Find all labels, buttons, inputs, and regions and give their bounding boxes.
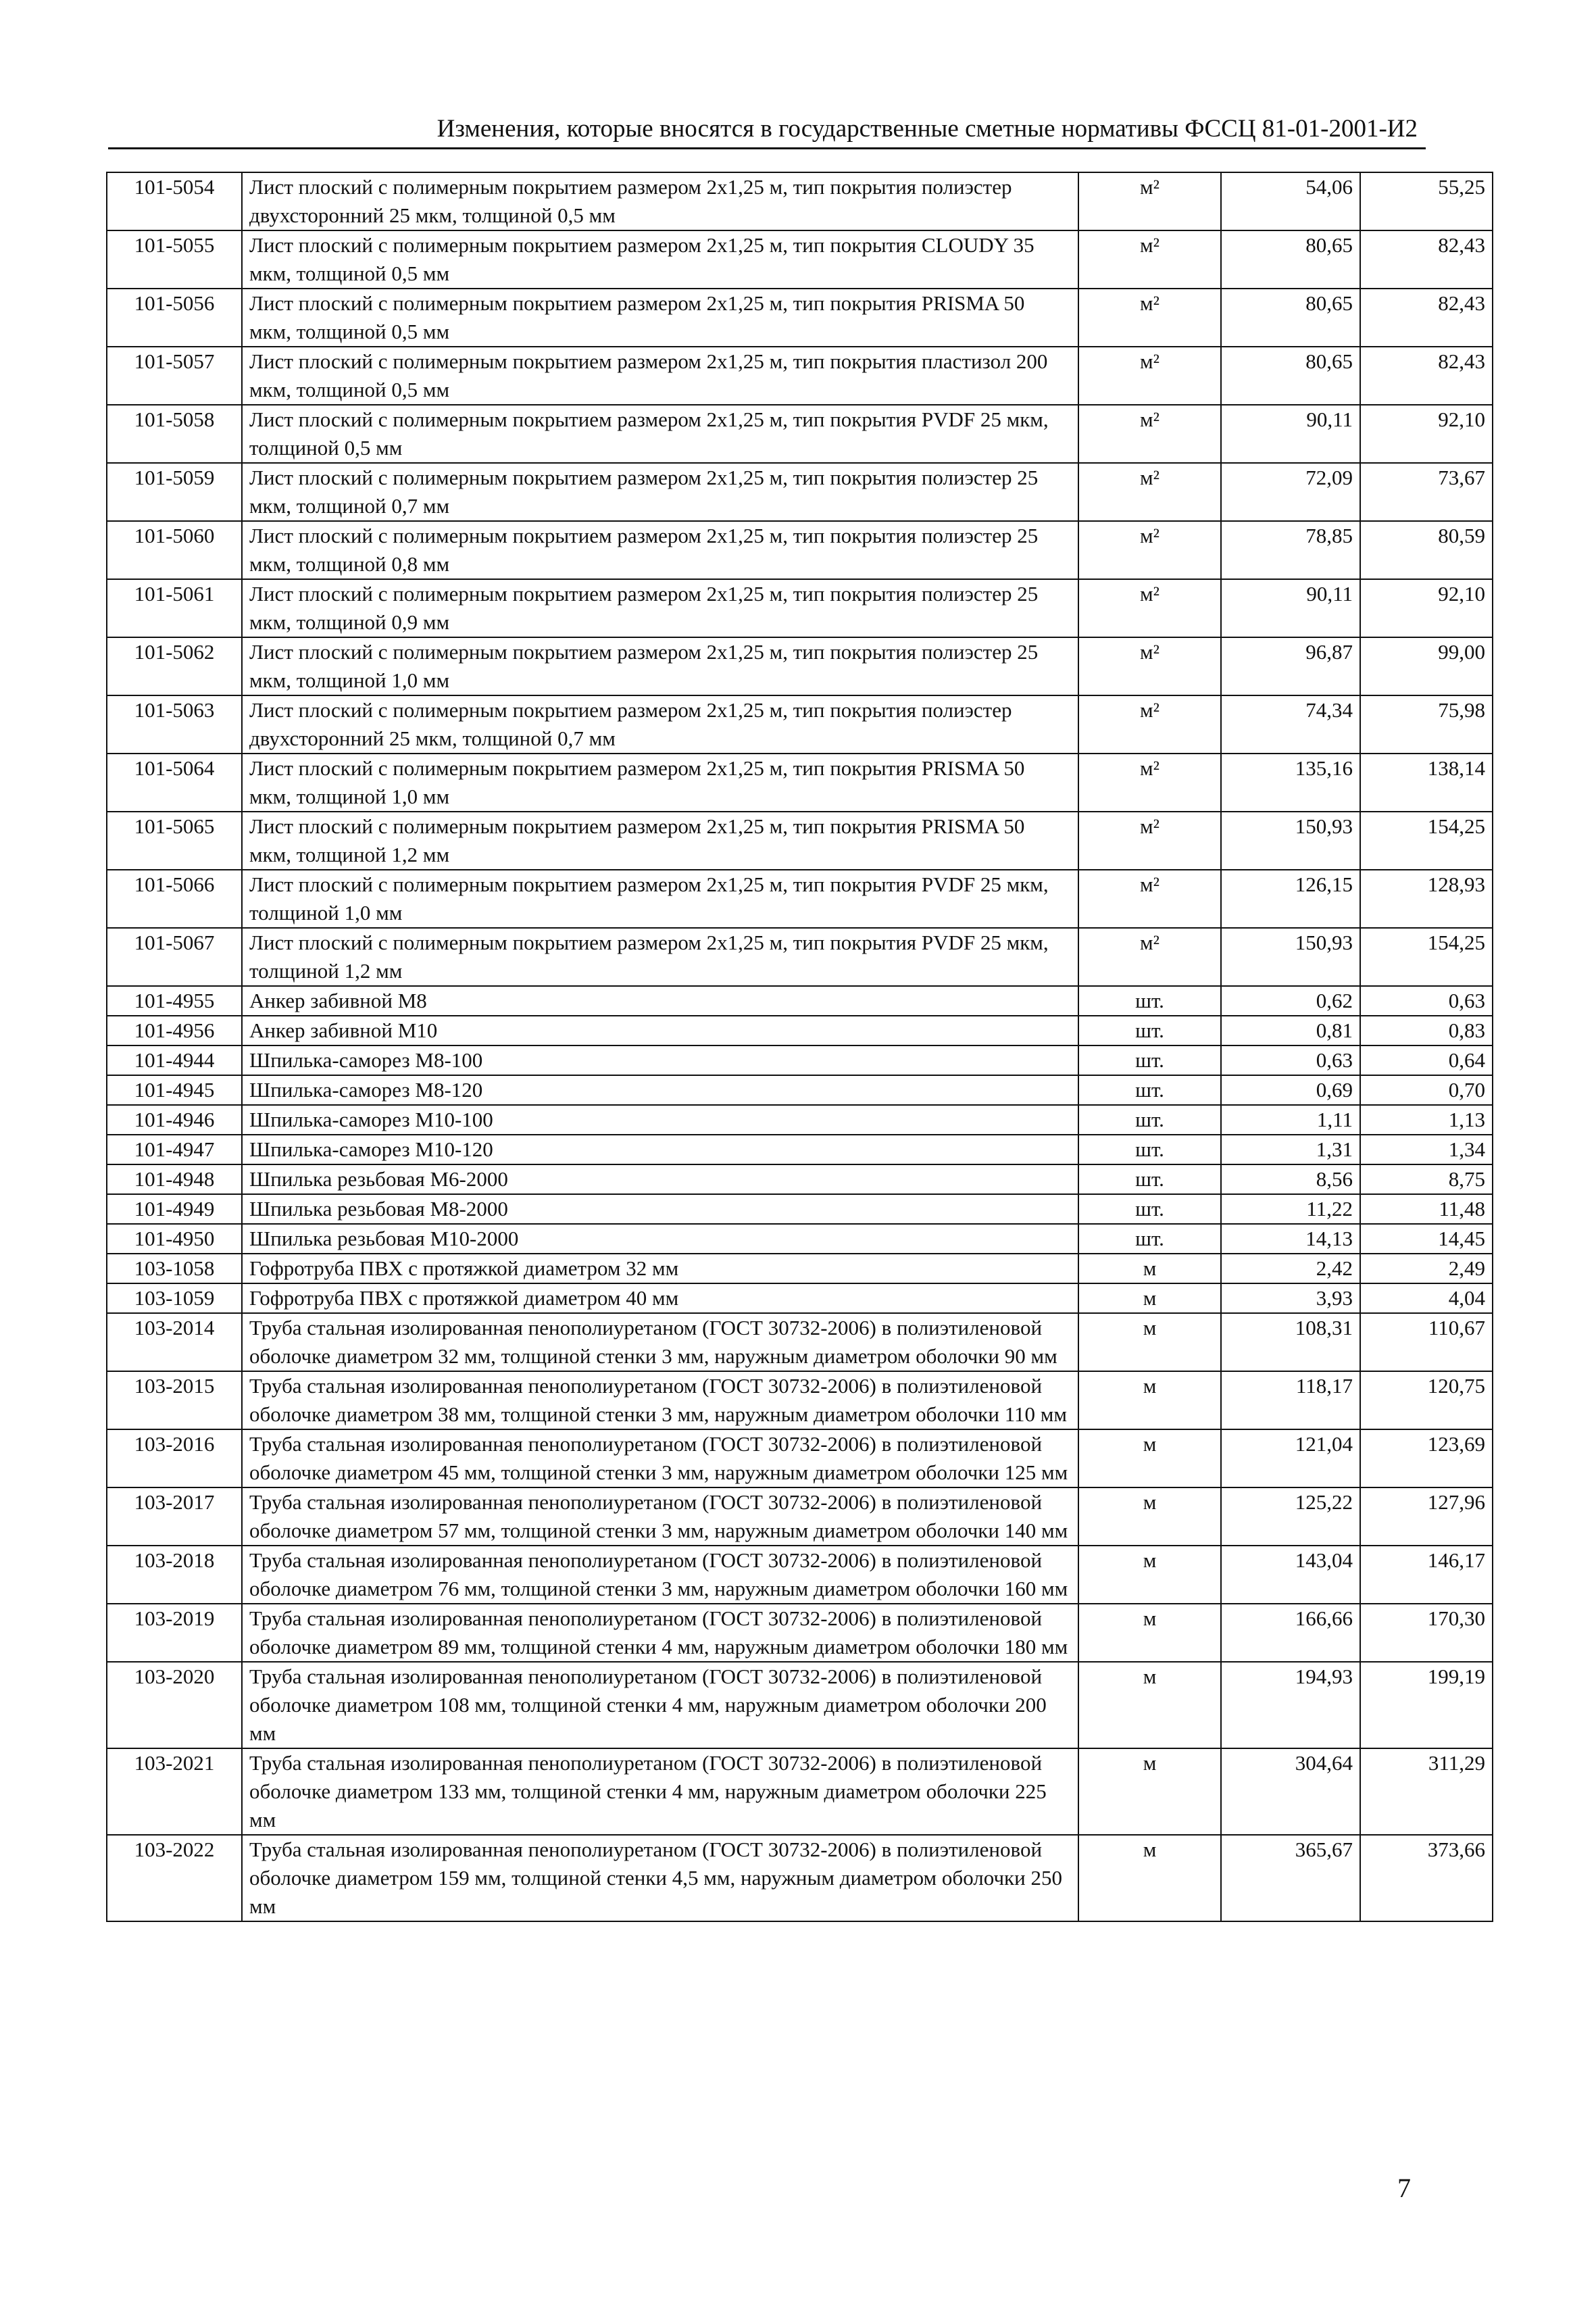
price-cell-1: 96,87 xyxy=(1221,637,1360,695)
resource-code-cell: 101-5066 xyxy=(107,870,242,928)
table-row xyxy=(107,405,1493,463)
table-row xyxy=(107,1429,1493,1487)
resource-code-cell: 103-2014 xyxy=(107,1313,242,1371)
resource-code-cell: 101-4946 xyxy=(107,1105,242,1135)
price-cell-1: 54,06 xyxy=(1221,172,1360,230)
table-row xyxy=(107,230,1493,289)
unit-cell: м² xyxy=(1078,172,1221,230)
resource-code-cell: 103-2019 xyxy=(107,1604,242,1662)
resource-code-cell: 101-5055 xyxy=(107,230,242,289)
resource-name-cell: Лист плоский с полимерным покрытием размером 2x1,25 м, тип покрытия PRISMA 50 мкм, толщиной 1,2 мм xyxy=(242,812,1078,870)
unit-cell: м xyxy=(1078,1371,1221,1429)
price-cell-2: 170,30 xyxy=(1360,1604,1493,1662)
page-number: 7 xyxy=(1397,2173,1411,2203)
unit-cell: м xyxy=(1078,1283,1221,1313)
price-cell-2: 1,13 xyxy=(1360,1105,1493,1135)
price-cell-2: 14,45 xyxy=(1360,1224,1493,1254)
resource-name-cell: Труба стальная изолированная пенополиуретаном (ГОСТ 30732-2006) в полиэтиленовой оболочке диаметром 133 мм, толщиной стенки 4 мм, наружным диаметром оболочки 225 мм xyxy=(242,1748,1078,1835)
resource-name-cell: Труба стальная изолированная пенополиуретаном (ГОСТ 30732-2006) в полиэтиленовой оболочке диаметром 159 мм, толщиной стенки 4,5 мм, наружным диаметром оболочки 250 мм xyxy=(242,1835,1078,1921)
unit-cell: шт. xyxy=(1078,1105,1221,1135)
table-row xyxy=(107,1546,1493,1604)
price-cell-2: 82,43 xyxy=(1360,289,1493,347)
unit-cell: м² xyxy=(1078,695,1221,754)
table-row xyxy=(107,870,1493,928)
price-cell-1: 80,65 xyxy=(1221,289,1360,347)
table-row xyxy=(107,637,1493,695)
resource-name-cell: Анкер забивной М8 xyxy=(242,986,1078,1016)
price-cell-2: 138,14 xyxy=(1360,754,1493,812)
resource-name-cell: Лист плоский с полимерным покрытием размером 2x1,25 м, тип покрытия полиэстер 25 мкм, толщиной 0,8 мм xyxy=(242,521,1078,579)
price-cell-1: 1,11 xyxy=(1221,1105,1360,1135)
price-cell-1: 8,56 xyxy=(1221,1164,1360,1194)
price-cell-1: 166,66 xyxy=(1221,1604,1360,1662)
price-cell-2: 373,66 xyxy=(1360,1835,1493,1921)
price-cell-2: 0,64 xyxy=(1360,1045,1493,1075)
price-cell-2: 0,70 xyxy=(1360,1075,1493,1105)
resource-code-cell: 103-2015 xyxy=(107,1371,242,1429)
resource-name-cell: Труба стальная изолированная пенополиуретаном (ГОСТ 30732-2006) в полиэтиленовой оболочке диаметром 108 мм, толщиной стенки 4 мм, наружным диаметром оболочки 200 мм xyxy=(242,1662,1078,1748)
unit-cell: шт. xyxy=(1078,1075,1221,1105)
price-cell-1: 194,93 xyxy=(1221,1662,1360,1748)
price-cell-2: 154,25 xyxy=(1360,812,1493,870)
table-row xyxy=(107,754,1493,812)
table-row xyxy=(107,172,1493,230)
unit-cell: шт. xyxy=(1078,1135,1221,1164)
price-cell-2: 110,67 xyxy=(1360,1313,1493,1371)
resource-name-cell: Шпилька резьбовая М8-2000 xyxy=(242,1194,1078,1224)
price-cell-1: 121,04 xyxy=(1221,1429,1360,1487)
price-cell-2: 82,43 xyxy=(1360,347,1493,405)
resource-code-cell: 101-5056 xyxy=(107,289,242,347)
price-cell-2: 128,93 xyxy=(1360,870,1493,928)
price-cell-1: 143,04 xyxy=(1221,1546,1360,1604)
resource-code-cell: 101-4945 xyxy=(107,1075,242,1105)
table-row xyxy=(107,289,1493,347)
table-row xyxy=(107,463,1493,521)
unit-cell: шт. xyxy=(1078,986,1221,1016)
resource-code-cell: 101-4950 xyxy=(107,1224,242,1254)
price-cell-1: 2,42 xyxy=(1221,1254,1360,1283)
table-row xyxy=(107,347,1493,405)
resource-code-cell: 101-5065 xyxy=(107,812,242,870)
resource-name-cell: Шпилька резьбовая М10-2000 xyxy=(242,1224,1078,1254)
price-cell-1: 0,62 xyxy=(1221,986,1360,1016)
unit-cell: м xyxy=(1078,1254,1221,1283)
resource-code-cell: 101-5063 xyxy=(107,695,242,754)
unit-cell: м xyxy=(1078,1748,1221,1835)
resource-code-cell: 101-4944 xyxy=(107,1045,242,1075)
resource-code-cell: 103-2016 xyxy=(107,1429,242,1487)
resource-name-cell: Лист плоский с полимерным покрытием размером 2x1,25 м, тип покрытия полиэстер двухсторонний 25 мкм, толщиной 0,7 мм xyxy=(242,695,1078,754)
resource-name-cell: Лист плоский с полимерным покрытием размером 2x1,25 м, тип покрытия полиэстер 25 мкм, толщиной 1,0 мм xyxy=(242,637,1078,695)
table-row xyxy=(107,1283,1493,1313)
price-cell-2: 80,59 xyxy=(1360,521,1493,579)
price-cell-1: 126,15 xyxy=(1221,870,1360,928)
price-cell-2: 0,83 xyxy=(1360,1016,1493,1045)
price-cell-2: 55,25 xyxy=(1360,172,1493,230)
unit-cell: м xyxy=(1078,1835,1221,1921)
price-table-body xyxy=(107,172,1493,1921)
price-cell-2: 99,00 xyxy=(1360,637,1493,695)
price-cell-2: 1,34 xyxy=(1360,1135,1493,1164)
unit-cell: шт. xyxy=(1078,1164,1221,1194)
resource-name-cell: Лист плоский с полимерным покрытием размером 2x1,25 м, тип покрытия CLOUDY 35 мкм, толщиной 0,5 мм xyxy=(242,230,1078,289)
unit-cell: шт. xyxy=(1078,1224,1221,1254)
price-cell-2: 82,43 xyxy=(1360,230,1493,289)
table-row xyxy=(107,1164,1493,1194)
price-cell-1: 80,65 xyxy=(1221,347,1360,405)
unit-cell: м² xyxy=(1078,405,1221,463)
table-row xyxy=(107,812,1493,870)
price-cell-1: 118,17 xyxy=(1221,1371,1360,1429)
price-cell-2: 127,96 xyxy=(1360,1487,1493,1546)
resource-name-cell: Шпилька-саморез М10-120 xyxy=(242,1135,1078,1164)
price-cell-2: 311,29 xyxy=(1360,1748,1493,1835)
price-cell-2: 2,49 xyxy=(1360,1254,1493,1283)
resource-code-cell: 101-5062 xyxy=(107,637,242,695)
unit-cell: шт. xyxy=(1078,1194,1221,1224)
resource-name-cell: Лист плоский с полимерным покрытием размером 2x1,25 м, тип покрытия полиэстер двухсторонний 25 мкм, толщиной 0,5 мм xyxy=(242,172,1078,230)
resource-name-cell: Труба стальная изолированная пенополиуретаном (ГОСТ 30732-2006) в полиэтиленовой оболочке диаметром 76 мм, толщиной стенки 3 мм, наружным диаметром оболочки 160 мм xyxy=(242,1546,1078,1604)
resource-code-cell: 101-4956 xyxy=(107,1016,242,1045)
unit-cell: шт. xyxy=(1078,1016,1221,1045)
resource-name-cell: Лист плоский с полимерным покрытием размером 2x1,25 м, тип покрытия полиэстер 25 мкм, толщиной 0,7 мм xyxy=(242,463,1078,521)
resource-name-cell: Шпилька резьбовая М6-2000 xyxy=(242,1164,1078,1194)
price-cell-1: 0,81 xyxy=(1221,1016,1360,1045)
resource-code-cell: 101-4948 xyxy=(107,1164,242,1194)
unit-cell: м xyxy=(1078,1604,1221,1662)
page-header xyxy=(108,108,1426,149)
unit-cell: шт. xyxy=(1078,1045,1221,1075)
table-row xyxy=(107,1662,1493,1748)
unit-cell: м² xyxy=(1078,579,1221,637)
header-title: Изменения, которые вносятся в государственные сметные нормативы ФССЦ 81-01-2001-И2 xyxy=(437,115,1418,143)
price-cell-1: 90,11 xyxy=(1221,579,1360,637)
resource-name-cell: Шпилька-саморез М8-100 xyxy=(242,1045,1078,1075)
resource-name-cell: Труба стальная изолированная пенополиуретаном (ГОСТ 30732-2006) в полиэтиленовой оболочке диаметром 45 мм, толщиной стенки 3 мм, наружным диаметром оболочки 125 мм xyxy=(242,1429,1078,1487)
resource-name-cell: Лист плоский с полимерным покрытием размером 2x1,25 м, тип покрытия PVDF 25 мкм, толщиной 1,0 мм xyxy=(242,870,1078,928)
price-cell-1: 74,34 xyxy=(1221,695,1360,754)
unit-cell: м² xyxy=(1078,754,1221,812)
price-cell-1: 135,16 xyxy=(1221,754,1360,812)
resource-code-cell: 103-1059 xyxy=(107,1283,242,1313)
resource-code-cell: 103-2022 xyxy=(107,1835,242,1921)
table-row xyxy=(107,1313,1493,1371)
unit-cell: м² xyxy=(1078,230,1221,289)
resource-code-cell: 101-5064 xyxy=(107,754,242,812)
unit-cell: м² xyxy=(1078,289,1221,347)
table-row xyxy=(107,1371,1493,1429)
resource-name-cell: Труба стальная изолированная пенополиуретаном (ГОСТ 30732-2006) в полиэтиленовой оболочке диаметром 89 мм, толщиной стенки 4 мм, наружным диаметром оболочки 180 мм xyxy=(242,1604,1078,1662)
resource-name-cell: Лист плоский с полимерным покрытием размером 2x1,25 м, тип покрытия PRISMA 50 мкм, толщиной 0,5 мм xyxy=(242,289,1078,347)
price-cell-1: 150,93 xyxy=(1221,812,1360,870)
price-cell-1: 125,22 xyxy=(1221,1487,1360,1546)
price-cell-1: 108,31 xyxy=(1221,1313,1360,1371)
table-row xyxy=(107,1487,1493,1546)
resource-name-cell: Лист плоский с полимерным покрытием размером 2x1,25 м, тип покрытия PVDF 25 мкм, толщиной 0,5 мм xyxy=(242,405,1078,463)
table-row xyxy=(107,986,1493,1016)
resource-name-cell: Труба стальная изолированная пенополиуретаном (ГОСТ 30732-2006) в полиэтиленовой оболочке диаметром 32 мм, толщиной стенки 3 мм, наружным диаметром оболочки 90 мм xyxy=(242,1313,1078,1371)
table-row xyxy=(107,1075,1493,1105)
price-cell-1: 0,69 xyxy=(1221,1075,1360,1105)
price-cell-1: 90,11 xyxy=(1221,405,1360,463)
resource-name-cell: Труба стальная изолированная пенополиуретаном (ГОСТ 30732-2006) в полиэтиленовой оболочке диаметром 57 мм, толщиной стенки 3 мм, наружным диаметром оболочки 140 мм xyxy=(242,1487,1078,1546)
resource-code-cell: 103-2020 xyxy=(107,1662,242,1748)
table-row xyxy=(107,1194,1493,1224)
price-cell-1: 11,22 xyxy=(1221,1194,1360,1224)
resource-name-cell: Шпилька-саморез М10-100 xyxy=(242,1105,1078,1135)
price-cell-1: 78,85 xyxy=(1221,521,1360,579)
resource-name-cell: Лист плоский с полимерным покрытием размером 2x1,25 м, тип покрытия PVDF 25 мкм, толщиной 1,2 мм xyxy=(242,928,1078,986)
table-row xyxy=(107,928,1493,986)
price-cell-1: 14,13 xyxy=(1221,1224,1360,1254)
unit-cell: м² xyxy=(1078,870,1221,928)
resource-name-cell: Лист плоский с полимерным покрытием размером 2x1,25 м, тип покрытия пластизол 200 мкм, толщиной 0,5 мм xyxy=(242,347,1078,405)
unit-cell: м² xyxy=(1078,812,1221,870)
unit-cell: м xyxy=(1078,1429,1221,1487)
resource-name-cell: Лист плоский с полимерным покрытием размером 2x1,25 м, тип покрытия PRISMA 50 мкм, толщиной 1,0 мм xyxy=(242,754,1078,812)
price-cell-2: 199,19 xyxy=(1360,1662,1493,1748)
price-cell-1: 1,31 xyxy=(1221,1135,1360,1164)
unit-cell: м² xyxy=(1078,928,1221,986)
price-cell-2: 0,63 xyxy=(1360,986,1493,1016)
resource-code-cell: 101-5067 xyxy=(107,928,242,986)
resource-code-cell: 101-4947 xyxy=(107,1135,242,1164)
price-cell-1: 72,09 xyxy=(1221,463,1360,521)
resource-name-cell: Гофротруба ПВХ с протяжкой диаметром 32 мм xyxy=(242,1254,1078,1283)
resource-code-cell: 103-1058 xyxy=(107,1254,242,1283)
unit-cell: м² xyxy=(1078,347,1221,405)
table-row xyxy=(107,1045,1493,1075)
unit-cell: м² xyxy=(1078,463,1221,521)
price-cell-2: 8,75 xyxy=(1360,1164,1493,1194)
price-cell-2: 123,69 xyxy=(1360,1429,1493,1487)
price-cell-2: 11,48 xyxy=(1360,1194,1493,1224)
resource-code-cell: 101-5060 xyxy=(107,521,242,579)
table-row xyxy=(107,1105,1493,1135)
unit-cell: м² xyxy=(1078,521,1221,579)
price-cell-1: 0,63 xyxy=(1221,1045,1360,1075)
resource-name-cell: Лист плоский с полимерным покрытием размером 2x1,25 м, тип покрытия полиэстер 25 мкм, толщиной 0,9 мм xyxy=(242,579,1078,637)
unit-cell: м xyxy=(1078,1487,1221,1546)
price-cell-2: 75,98 xyxy=(1360,695,1493,754)
resource-name-cell: Шпилька-саморез М8-120 xyxy=(242,1075,1078,1105)
table-row xyxy=(107,579,1493,637)
table-row xyxy=(107,1016,1493,1045)
price-cell-2: 73,67 xyxy=(1360,463,1493,521)
price-cell-1: 3,93 xyxy=(1221,1283,1360,1313)
price-cell-1: 365,67 xyxy=(1221,1835,1360,1921)
resource-code-cell: 101-4949 xyxy=(107,1194,242,1224)
table-row xyxy=(107,695,1493,754)
resource-code-cell: 101-5057 xyxy=(107,347,242,405)
table-row xyxy=(107,1135,1493,1164)
unit-cell: м² xyxy=(1078,637,1221,695)
table-row xyxy=(107,1748,1493,1835)
price-cell-2: 4,04 xyxy=(1360,1283,1493,1313)
table-row xyxy=(107,1835,1493,1921)
price-cell-2: 92,10 xyxy=(1360,405,1493,463)
unit-cell: м xyxy=(1078,1662,1221,1748)
unit-cell: м xyxy=(1078,1546,1221,1604)
resource-name-cell: Гофротруба ПВХ с протяжкой диаметром 40 мм xyxy=(242,1283,1078,1313)
resource-code-cell: 101-5059 xyxy=(107,463,242,521)
resource-code-cell: 101-5054 xyxy=(107,172,242,230)
resource-name-cell: Анкер забивной М10 xyxy=(242,1016,1078,1045)
resource-code-cell: 101-5058 xyxy=(107,405,242,463)
price-table xyxy=(106,172,1493,1922)
unit-cell: м xyxy=(1078,1313,1221,1371)
resource-code-cell: 103-2021 xyxy=(107,1748,242,1835)
resource-code-cell: 103-2018 xyxy=(107,1546,242,1604)
price-cell-2: 92,10 xyxy=(1360,579,1493,637)
resource-code-cell: 101-5061 xyxy=(107,579,242,637)
table-row xyxy=(107,1224,1493,1254)
table-row xyxy=(107,1254,1493,1283)
price-cell-2: 120,75 xyxy=(1360,1371,1493,1429)
table-row xyxy=(107,1604,1493,1662)
resource-code-cell: 101-4955 xyxy=(107,986,242,1016)
price-cell-2: 154,25 xyxy=(1360,928,1493,986)
price-cell-1: 150,93 xyxy=(1221,928,1360,986)
resource-name-cell: Труба стальная изолированная пенополиуретаном (ГОСТ 30732-2006) в полиэтиленовой оболочке диаметром 38 мм, толщиной стенки 3 мм, наружным диаметром оболочки 110 мм xyxy=(242,1371,1078,1429)
price-cell-1: 80,65 xyxy=(1221,230,1360,289)
table-row xyxy=(107,521,1493,579)
price-cell-2: 146,17 xyxy=(1360,1546,1493,1604)
resource-code-cell: 103-2017 xyxy=(107,1487,242,1546)
price-cell-1: 304,64 xyxy=(1221,1748,1360,1835)
